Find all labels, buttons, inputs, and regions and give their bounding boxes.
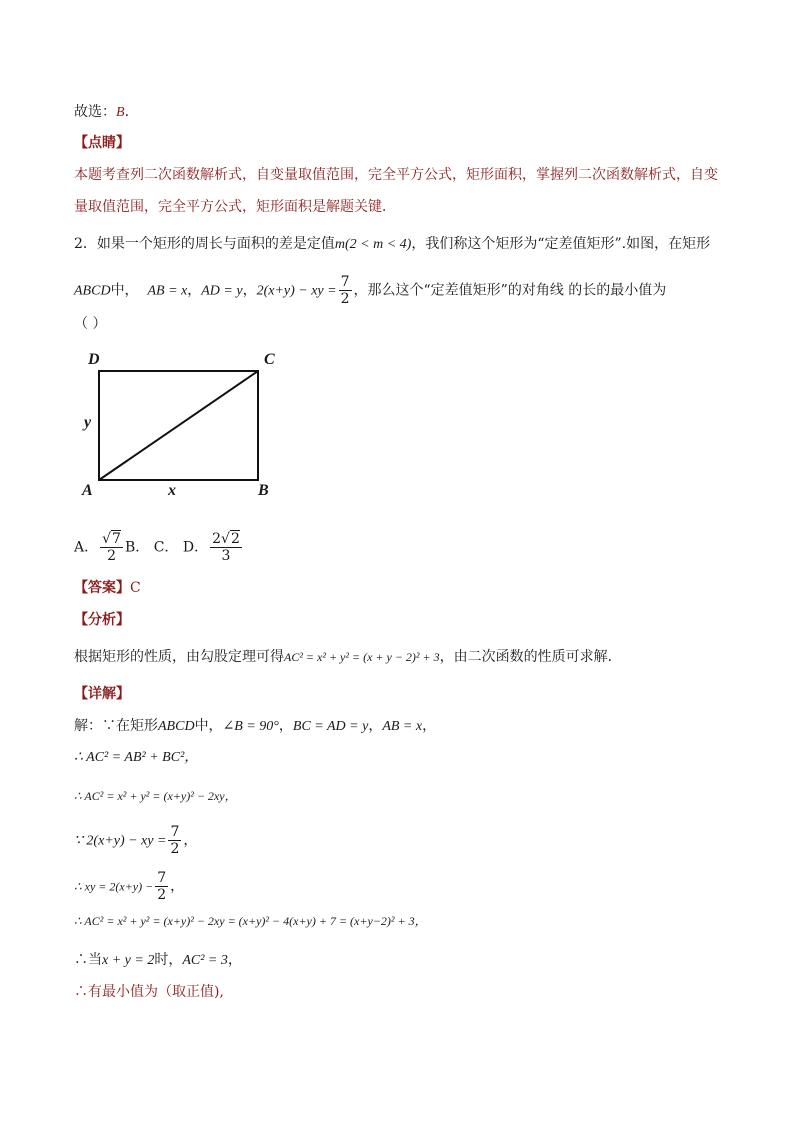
solution-step-3: ∴ AC² = x² + y² = (x+y)² − 2xy， [74,789,237,803]
solution-step-8: ∴有最小值为（取正值), [74,984,224,1000]
fenxi-heading: 【分析】 [74,612,130,628]
rectangle-figure [0,0,794,520]
answer-value: C [130,580,141,596]
solution-step-6: ∴ AC² = x² + y² = (x+y)² − 2xy = (x+y)² − 4(x+y) + 7 = (x+y−2)² + 3， [74,914,427,928]
dianjing-text-2: 量取值范围，完全平方公式，矩形面积是解题关键． [74,199,396,215]
fenxi-text: 根据矩形的性质，由勾股定理可得AC² = x² + y² = (x + y − 2)² + 3，由二次函数的性质可求解． [74,649,622,665]
vertex-label-b: B [258,482,269,499]
fraction-7-2: $\frac{7}{2}$ [340,274,350,307]
choice-letter: B [116,105,125,120]
solution-step-5: ∴ xy = 2(x+y) − $\frac{7}{2}$ ， [74,870,185,903]
solution-step-1: 解：∵在矩形ABCD中，∠B = 90°，BC = AD = y，AB = x， [74,718,437,734]
vertex-label-c: C [264,351,275,368]
vertex-label-d: D [88,351,100,368]
options-line: A． $\frac{√7}{2}$ B． C． D． $\frac{2√2}{3}$ [74,531,240,564]
m-condition: m(2 < m < 4) [334,237,412,252]
diagonal-ac [99,371,258,480]
side-label-x: x [168,482,176,499]
solution-step-7: ∴当x + y = 2时，AC² = 3， [74,952,242,968]
question-line-1: 2．如果一个矩形的周长与面积的差是定值m(2 < m < 4)，我们称这个矩形为“定差值矩形”.如图，在矩形 [74,236,711,252]
xiangjie-heading: 【详解】 [74,686,130,702]
answer-line: 【答案】C [74,580,141,596]
condition-equation: 2(x+y) − xy = [256,283,337,299]
option-d-fraction: $\frac{2√2}{3}$ [212,531,240,564]
solution-step-2: ∴ AC² = AB² + BC²， [74,750,199,765]
dianjing-heading: 【点睛】 [74,135,130,151]
solution-step-4: ∵ 2(x+y) − xy = $\frac{7}{2}$ ， [74,824,198,857]
question-paren: （ ） [74,316,107,332]
option-a-fraction: $\frac{√7}{2}$ [102,531,121,564]
vertex-label-a: A [82,482,93,499]
question-line-2: ABCD中， AB = x，AD = y，2(x+y) − xy = $\frac{7}{2}$ ，那么这个“定差值矩形”的对角线 的长的最小值为 [74,274,667,307]
fenxi-formula: AC² = x² + y² = (x + y − 2)² + 3 [284,650,440,664]
final-choice-line: 故选：B. [74,104,130,120]
dianjing-text-1: 本题考查列二次函数解析式，自变量取值范围，完全平方公式，矩形面积，掌握列二次函数解析式，自变 [74,167,718,183]
side-label-y: y [84,414,92,431]
